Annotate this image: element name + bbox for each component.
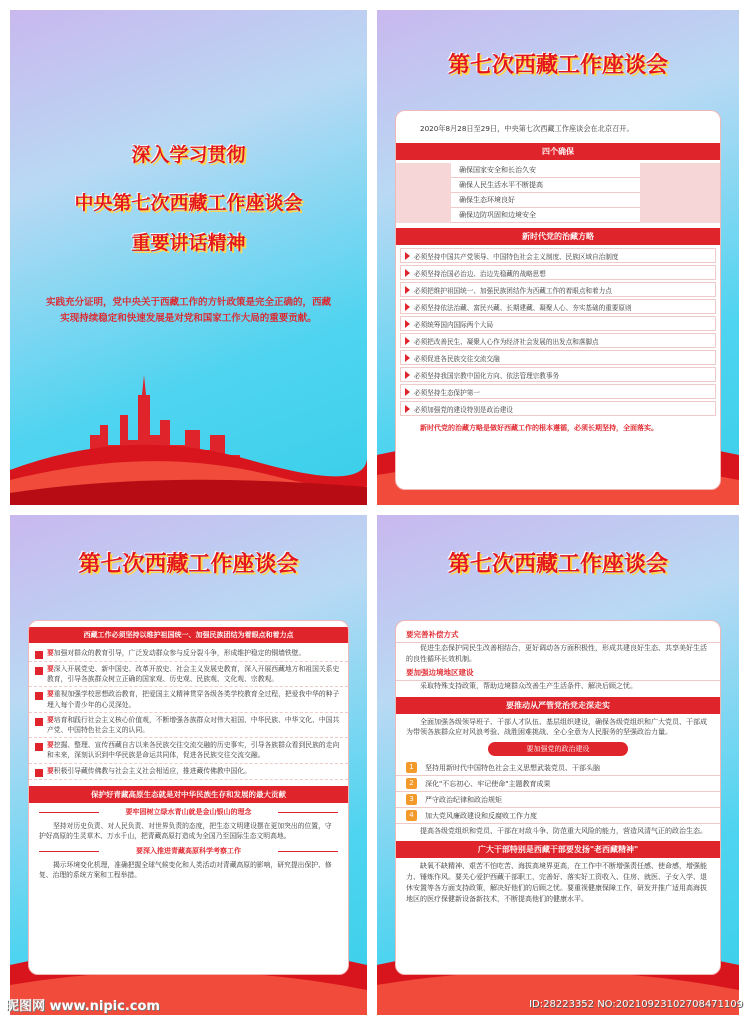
list-item: 3 严守政治纪律和政治规矩 [396,792,720,808]
paragraph-border: 采取特殊支持政策，帮助边境群众改善生产生活条件、解决后顾之忧。 [420,681,637,690]
city-skyline-icon [10,375,367,505]
cover-body: 实践充分证明，党中央关于西藏工作的方针政策是完全正确的，西藏实现持续稳定和快速发展是对党和国家工作大局的重要贡献。 [46,297,332,325]
panel-title: 第七次西藏工作座谈会 [78,551,299,577]
paragraph-spirit: 缺氧不缺精神、艰苦不怕吃苦、海拔高境界更高，在工作中不断增强责任感、使命感，增强能力、锤炼作风。要关心爱护西藏干部职工，完善好、落实好工资收入、住房、就医、子女入学、退休安置等各方面支持政策，解决好他们的后顾之忧。要重视健康保障工作，研发并推广适用高海拔地区的医疗保健新设备新技术，不断提高他们的健康水平。 [406,862,707,903]
section-bar-strategy: 新时代党的治藏方略 [396,228,720,245]
subheading-border: 要加强边境地区建设 [396,665,720,681]
list-item: 必须坚持中国共产党领导、中国特色社会主义制度、民族区域自治制度 [400,248,716,263]
list-item: 确保国家安全和长治久安 [396,163,720,178]
paragraph-ability: 提高各级党组织和党员、干部在对敌斗争、防范重大风险的能力，营造风清气正的政治生态。 [420,827,707,836]
subheading-survey: 要深入推进青藏高原科学考察工作 [29,846,348,856]
four-ensures-list [396,163,720,223]
list-item: 要深入开展党史、新中国史、改革开放史、社会主义发展史教育，深入开展西藏地方和祖国关系史教育，引导各族群众树立正确的国家观、历史观、民族观、文化观、宗教观。 [29,662,348,687]
list-item: 必须加强党的建设特别是政治建设 [400,401,716,416]
subtitle-study: 深入学习贯彻 [131,144,246,166]
subheading-green: 要牢固树立绿水青山就是金山银山的理念 [29,807,348,817]
list-item: 要加强对群众的教育引导，广泛发动群众参与反分裂斗争，形成维护稳定的铜墙铁壁。 [29,646,348,662]
intro-text: 2020年8月28日至29日，中央第七次西藏工作座谈会在北京召开。 [420,124,634,133]
list-item: 必须把改善民生、凝聚人心作为经济社会发展的出发点和落脚点 [400,333,716,348]
list-item: 1 坚持用新时代中国特色社会主义思想武装党员、干部头脑 [396,760,720,776]
list-item: 必须坚持生态保护第一 [400,384,716,399]
list-item: 要培育和践行社会主义核心价值观，不断增强各族群众对伟大祖国、中华民族、中华文化、中国共产党、中国特色社会主义的认同。 [29,713,348,738]
title-spirit: 重要讲话精神 [131,232,246,254]
section-bar-unity: 西藏工作必须坚持以维护祖国统一、加强民族团结为着眼点和着力点 [29,627,348,643]
strategy-list [396,248,720,416]
paragraph-party: 全面加强各级领导班子、干部人才队伍、基层组织建设，确保各级党组织和广大党员、干部成为带领各族群众应对风浪考验、战胜困难挑战、全心全意为人民服务的坚强政治力量。 [406,717,707,737]
list-item: 要重视加强学校思想政治教育，把爱国主义精神贯穿各级各类学校教育全过程，把爱我中华的种子埋入每个青少年的心灵深处。 [29,687,348,712]
subheading-compensation: 要完善补偿方式 [396,627,720,643]
list-item: 必须坚持依法治藏、富民兴藏、长期建藏、凝聚人心、夯实基础的重要原则 [400,299,716,314]
list-item: 要挖掘、整理、宣传西藏自古以来各民族交往交流交融的历史事实，引导各族群众看到民族的走向和未来，深刻认识到中华民族是命运共同体，促进各民族交往交流交融。 [29,738,348,763]
section-bar-four-ensures: 四个确保 [396,143,720,160]
list-item: 2 深化"不忘初心、牢记使命"主题教育成果 [396,776,720,792]
list-item: 确保边防巩固和边境安全 [396,208,720,223]
pill-political: 要加强党的政治建设 [488,742,628,756]
watermark-left: 昵图网 www.nipic.com [6,999,160,1014]
section-bar-spirit: 广大干部特别是西藏干部要发扬"老西藏精神" [396,841,720,858]
list-item: 要积极引导藏传佛教与社会主义社会相适应，推进藏传佛教中国化。 [29,764,348,780]
watermark-right: ID:28223352 NO:20210923102708471109 [529,999,743,1010]
list-item: 必须统筹国内国际两个大局 [400,316,716,331]
list-item: 确保生态环境良好 [396,193,720,208]
list-item: 必须坚持我国宗教中国化方向、依法管理宗教事务 [400,367,716,382]
section-bar-ecology: 保护好青藏高原生态就是对中华民族生存和发展的最大贡献 [29,786,348,803]
list-item: 必须促进各民族交往交流交融 [400,350,716,365]
poster-panel-unity [10,515,367,1015]
poster-panel-cover [10,10,367,505]
poster-panel-strategy [377,10,739,505]
panel-title: 第七次西藏工作座谈会 [447,52,668,78]
paragraph-survey: 揭示环境变化机理，准确把握全球气候变化和人类活动对青藏高原的影响，研究提出保护、修复、治理的系统方案和工程举措。 [39,860,332,880]
paragraph-compensation: 促进生态保护同民生改善相结合，更好调动各方面积极性，形成共建良好生态、共享美好生活的良性循环长效机制。 [406,644,707,663]
poster-panel-party [377,515,739,1015]
paragraph-ecology: 坚持对历史负责、对人民负责、对世界负责的态度，把生态文明建设摆在更加突出的位置，守护好高原的生灵草木、万水千山，把青藏高原打造成为全国乃至国际生态文明高地。 [39,821,332,841]
content-card [395,110,721,490]
strategy-footer: 新时代党的治藏方略是做好西藏工作的根本遵循，必须长期坚持，全面落实。 [420,424,658,433]
content-card [395,620,721,975]
list-item: 4 加大党风廉政建设和反腐败工作力度 [396,808,720,824]
section-bar-party: 要推动从严管党治党走深走实 [396,697,720,714]
panel-title: 第七次西藏工作座谈会 [447,551,668,577]
content-card [28,620,349,975]
list-item: 必须坚持治国必治边、治边先稳藏的战略思想 [400,265,716,280]
list-item: 确保人民生活水平不断提高 [396,178,720,193]
list-item: 必须把维护祖国统一、加强民族团结作为西藏工作的着眼点和着力点 [400,282,716,297]
main-title: 中央第七次西藏工作座谈会 [74,192,303,214]
